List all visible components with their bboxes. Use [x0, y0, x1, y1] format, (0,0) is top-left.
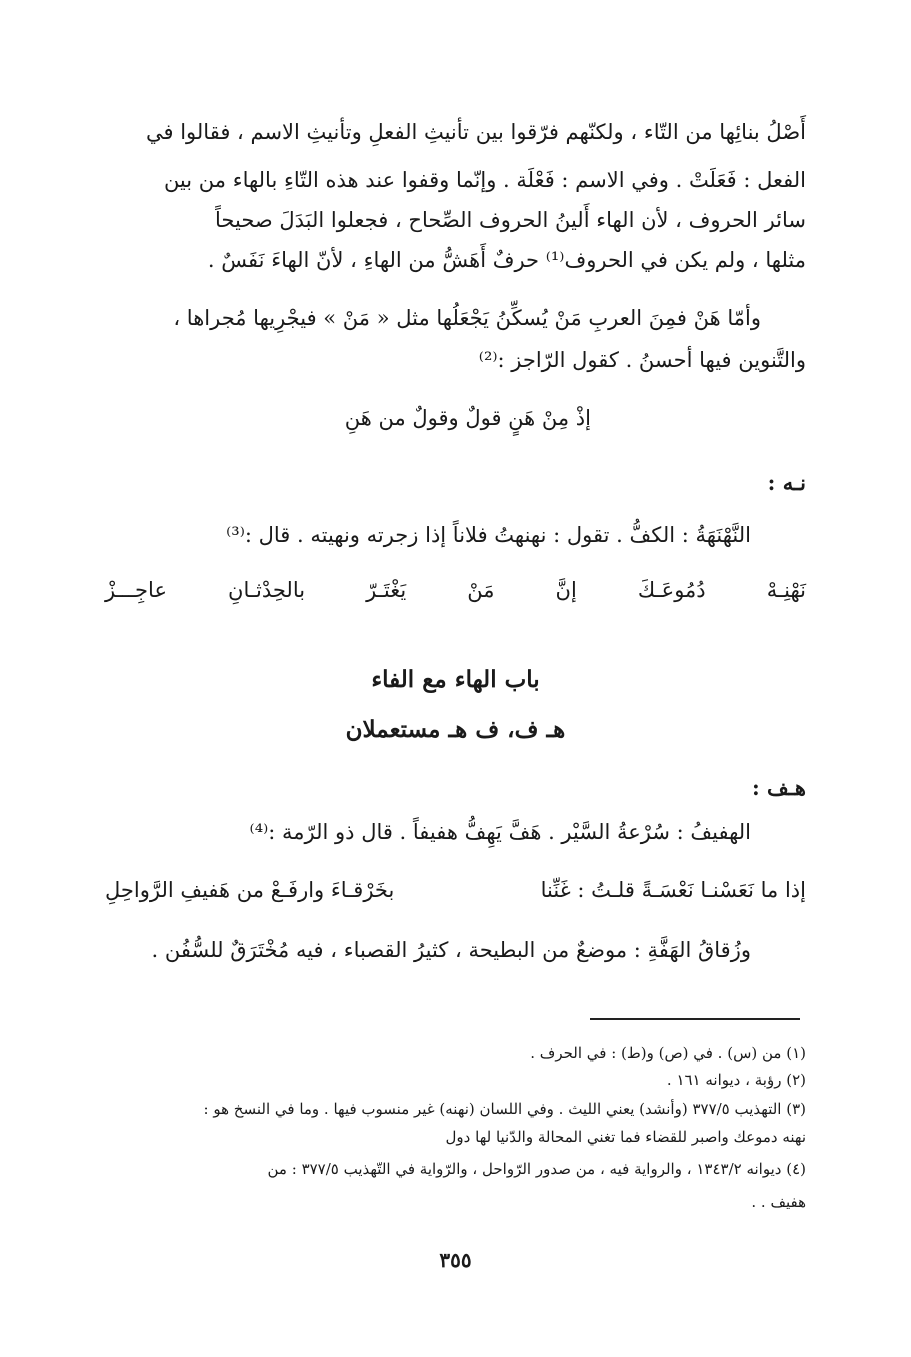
verse-word: دُمُوعَـكَ	[637, 578, 706, 602]
verse-word: نَهْنِـهْ	[766, 578, 806, 602]
chapter-subtitle: هـ ف، ف هـ مستعملان	[345, 716, 566, 743]
footnote-4-continued: هفيف . .	[751, 1193, 806, 1211]
footnote-1: (١) من (س) . في (ص) و(ط) : في الحرف .	[530, 1044, 806, 1062]
verse-word: مَنْ	[467, 578, 495, 602]
entry-haf-verse-first: إذا ما نَعَسْنـا نَعْسَـةً قلـتُ : غَنِّنا	[540, 878, 806, 902]
paragraph1-line1: أَصْلُ بنائِها من التّاء ، ولكنّهم فرّقوا بين تأنيثِ الفعلِ وتأنيثِ الاسم ، فقالوا في	[146, 120, 806, 144]
paragraph1-line2: الفعل : فَعَلَتْ . وفي الاسم : فَعْلَة . وإنّما وقفوا عند هذه التّاءِ بالهاء من بين	[163, 168, 806, 192]
page-number: ٣٥٥	[439, 1248, 472, 1272]
verse-word: إنَّ	[555, 578, 577, 602]
entry-nah-verse	[105, 578, 806, 602]
paragraph1-line3: سائر الحروف ، لأن الهاء أَلينُ الحروف الصِّحاح ، فجعلوا البَدَلَ صحيحاً	[215, 208, 806, 232]
paragraph2-line2: والتَّنوين فيها أحسنُ . كقول الرّاجز :⁽²⁾	[478, 348, 806, 372]
footnote-separator	[590, 1018, 800, 1020]
paragraph2-line1: وأمّا هَنْ فمِنَ العربِ مَنْ يُسكِّنُ يَجْعَلُها مثل « مَنْ » فيجْرِيها مُجراها ،	[173, 306, 761, 330]
entry-nah-definition: النَّهْنَهَةُ : الكفُّ . تقول : نهنهتُ فلاناً إذا زجرته ونهيته . قال :⁽³⁾	[226, 523, 751, 547]
footnote-4: (٤) ديوانه ١٣٤٣/٢ ، والرواية فيه ، من صدور الرّواحل ، والرّواية في التّهذيب ٣٧٧/٥ : من	[267, 1160, 806, 1178]
verse-word: عاجِـــزْ	[105, 578, 167, 602]
verse-word: بالحِدْثـانِ	[228, 578, 306, 602]
entry-haf-verse-second: بخَرْقـاءَ وارفَـعْ من هَفيفِ الرَّواحِلِ	[105, 878, 395, 902]
paragraph1-line4: مثلها ، ولم يكن في الحروف⁽¹⁾ حرفٌ أَهَشُّ من الهاءِ ، لأنّ الهاءَ نَفَسٌ .	[207, 248, 806, 272]
entry-haf-definition: الهفيفُ : سُرْعةُ السَّيْر . هَفَّ يَهِفُّ هفيفاً . قال ذو الرّمة :⁽⁴⁾	[249, 820, 751, 844]
footnote-3-verse: نهنه دموعك واصبر للقضاء فما تغني المحالة والدّنيا لها دول	[445, 1128, 806, 1146]
entry-haf-closing: وزُقاقُ الهَفَّةِ : موضعٌ من البطيحة ، كثيرُ القصباء ، فيه مُخْتَرَقٌ للسُّفُن .	[151, 938, 751, 962]
footnote-3: (٣) التهذيب ٣٧٧/٥ (وأنشد) يعني الليث . وفي اللسان (نهنه) غير منسوب فيها . وما في النسخ هو :	[203, 1100, 806, 1118]
verse-rajaz: إذْ مِنْ هَنٍ قولٌ وقولٌ من هَنِ	[344, 406, 591, 430]
entry-haf-head: هـف :	[751, 775, 806, 800]
chapter-title: باب الهاء مع الفاء	[371, 666, 540, 693]
entry-nah-head: نـه :	[767, 470, 806, 495]
verse-word: يَغْتَـرّ	[366, 578, 407, 602]
footnote-2: (٢) رؤبة ، ديوانه ١٦١ .	[666, 1071, 806, 1089]
